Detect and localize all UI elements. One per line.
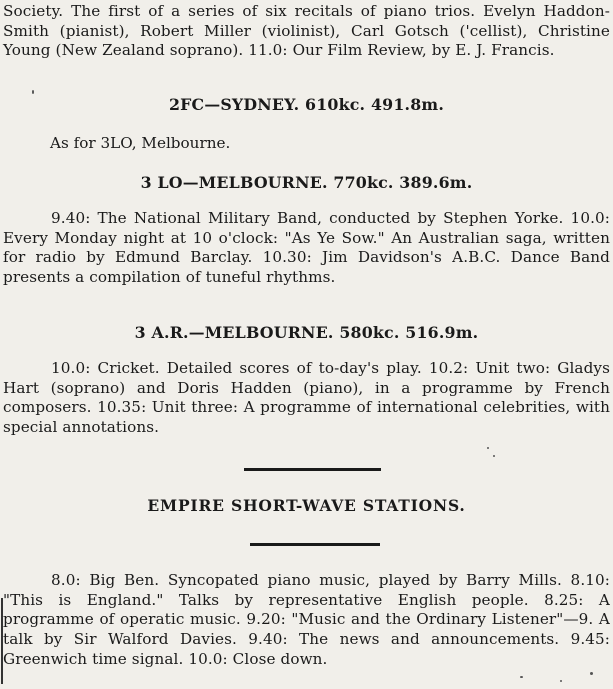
section-heading-3lo-melbourne: 3 LO—MELBOURNE. 770kc. 389.6m. [140,173,473,192]
print-speck [493,455,495,457]
section-body-3ar-melbourne: 10.0: Cricket. Detailed scores of to-day's play. 10.2: Unit two: Gladys Hart (soprano) and Doris Hadden (piano), in a programme by French composers. 10.35: Unit three: A programme of international celebrities, with special annotations. [3,359,610,437]
print-speck [487,447,489,449]
section-heading-empire-short-wave: EMPIRE SHORT-WAVE STATIONS. [147,496,466,515]
intro-paragraph: Society. The first of a series of six recitals of piano trios. Evelyn Haddon-Smith (pianist), Robert Miller (violinist), Carl Gotsch ('cellist), Christine Young (New Zealand soprano). 11.0: Our Film Review, by E. J. Francis. [3,2,610,60]
column-edge-mark [1,598,3,684]
section-body-2fc-sydney: As for 3LO, Melbourne. [50,134,231,152]
print-speck [32,90,34,94]
section-divider-rule-top [244,468,381,471]
print-speck [560,680,562,682]
section-body-3lo-melbourne: 9.40: The National Military Band, conducted by Stephen Yorke. 10.0: Every Monday night at 10 o'clock: "As Ye Sow." An Australian saga, written for radio by Edmund Barclay. 10.30: Jim Davidson's A.B.C. Dance Band presents a compilation of tuneful rhythms. [3,209,610,287]
print-speck [590,672,593,675]
print-speck [520,676,523,678]
section-heading-3ar-melbourne: 3 A.R.—MELBOURNE. 580kc. 516.9m. [134,323,479,342]
section-body-empire-short-wave: 8.0: Big Ben. Syncopated piano music, played by Barry Mills. 8.10: "This is England." Talks by representative English people. 8.25: A programme of operatic music. 9.20: "Music and the Ordinary Listener"—9. A talk by Sir Walford Davies. 9.40: The news and announcements. 9.45: Greenwich time signal. 10.0: Close down. [3,571,610,668]
section-divider-rule-bottom [250,543,380,546]
section-heading-2fc-sydney: 2FC—SYDNEY. 610kc. 491.8m. [168,95,445,114]
